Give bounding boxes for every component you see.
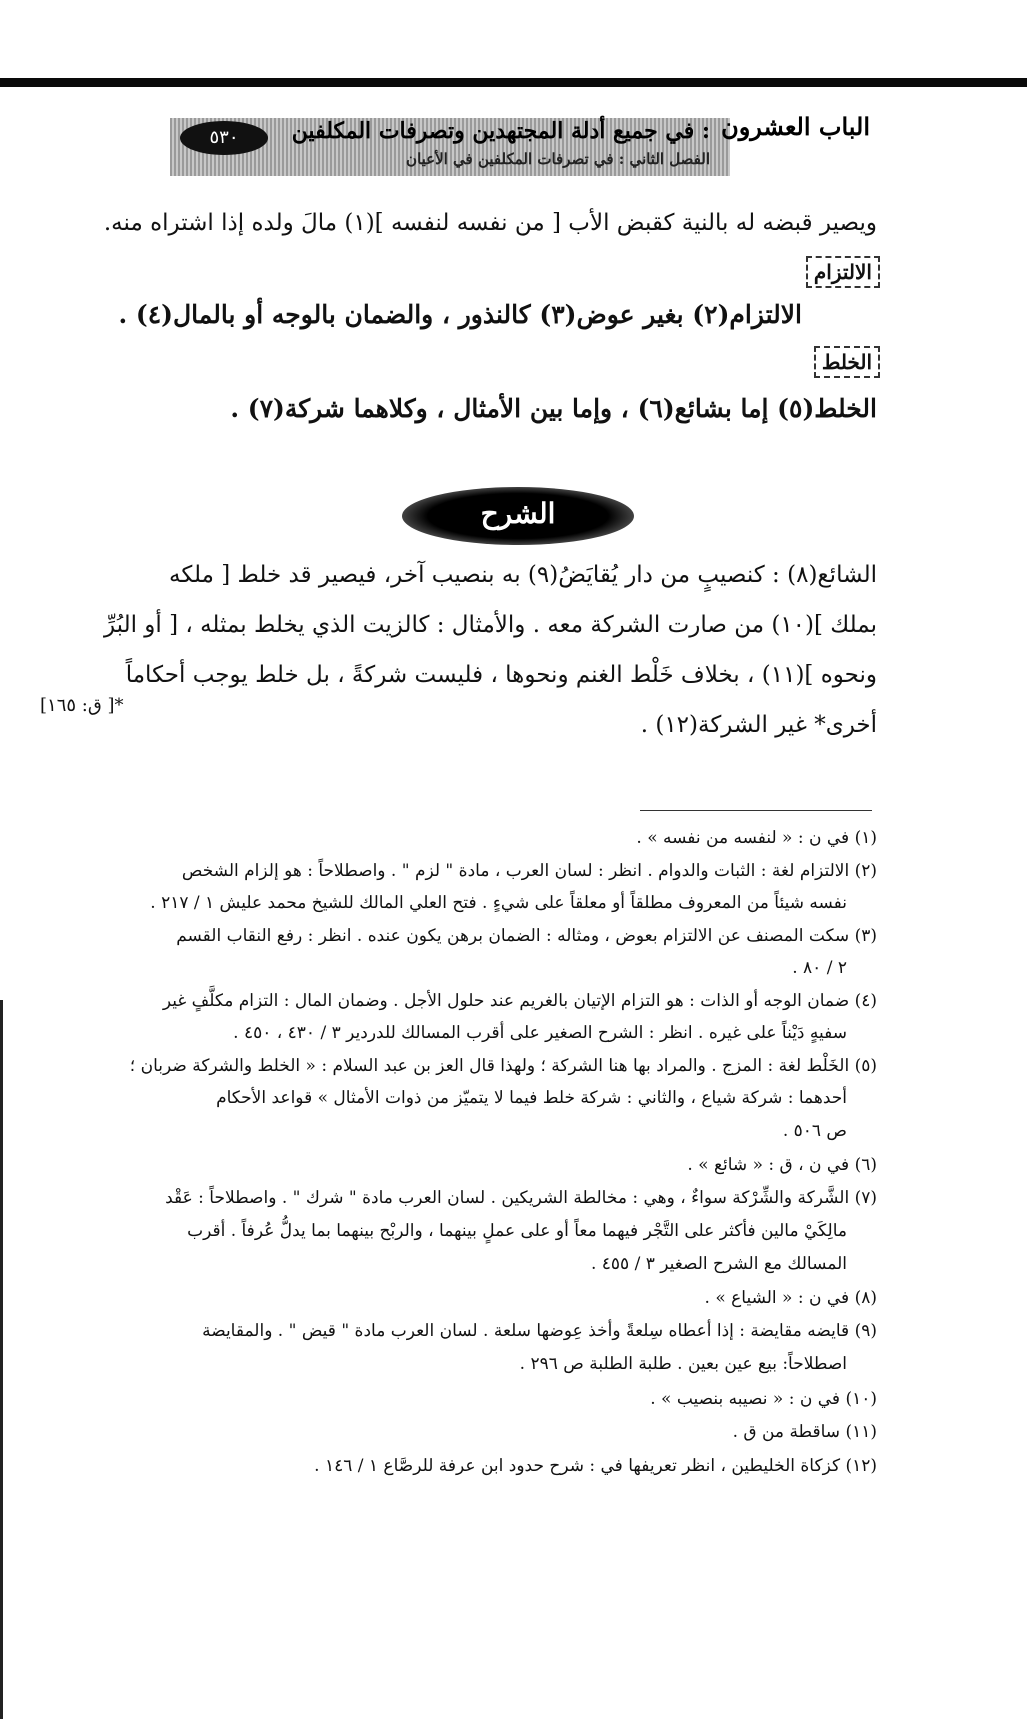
footnote-continuation: المسالك مع الشرح الصغير ٣ / ٤٥٥ .: [590, 1254, 847, 1274]
footnote-continuation: سفيهٍ دَيْناً على غيره . انظر : الشرح الصغير على أقرب المسالك للدردير ٣ / ٤٣٠ ، ٤٥٠ .: [233, 1023, 847, 1043]
footnote: (١١) ساقطة من ق .: [732, 1422, 877, 1442]
manuscript-folio-note: *[ ق: ١٦٥]: [40, 695, 124, 716]
footnote: (٩) قايضه مقايضة : إذا أعطاه سِلعةً وأخذ عِوضها سلعة . لسان العرب مادة " قيض " . والمقايضة: [202, 1321, 877, 1341]
left-page-edge: [0, 1000, 3, 1719]
footnote: (٤) ضمان الوجه أو الذات : هو التزام الإتيان بالغريم عند حلول الأجل . وضمان المال : التزام مكلَّفٍ غير: [162, 991, 877, 1011]
footnote: (٨) في ن : « الشياع » .: [704, 1288, 877, 1308]
commentary-line-1: الشائع(٨) : كنصيبٍ من دار يُقايَضُ(٩) به بنصيب آخر، فيصير قد خلط [ ملكه: [169, 562, 877, 588]
text-line-1: ويصير قبضه له بالنية كقبض الأب [ من نفسه لنفسه ](١) مالَ ولده إذا اشتراه منه.: [103, 210, 877, 236]
footnote: (٦) في ن ، ق : « شائع » .: [687, 1155, 877, 1175]
sharh-heading: الشرح: [402, 487, 634, 545]
footnote-continuation: نفسه شيئاً من المعروف مطلقاً أو معلقاً على شيءٍ . فتح العلي المالك للشيخ محمد عليش ١ / ٢١٧ .: [150, 893, 847, 913]
section-label-iltizam: الالتزام: [806, 256, 880, 288]
chapter-title: الباب العشرون: [721, 112, 870, 141]
footnote: (٧) الشَّركة والشِّرْكة سواءٌ ، وهي : مخالطة الشريكين . لسان العرب مادة " شرك " . واصطلاحاً : عَقْد: [165, 1188, 877, 1208]
commentary-line-4: أخرى* غير الشركة(١٢) .: [640, 712, 877, 738]
footnote-continuation: اصطلاحاً: بيع عين بعين . طلبة الطلبة ص ٢٩٦ .: [519, 1354, 847, 1374]
commentary-line-2: بملك ](١٠) من صارت الشركة معه . والأمثال : كالزيت الذي يخلط بمثله ، [ أو البُرِّ: [103, 612, 877, 638]
footnote: (٣) سكت المصنف عن الالتزام بعوض ، ومثاله : الضمان برهن يكون عنده . انظر : رفع النقاب القسم: [176, 926, 877, 946]
section-label-khalt: الخلط: [814, 346, 880, 378]
footnote: (٥) الخَلْط لغة : المزج . والمراد بها هنا الشركة ؛ ولهذا قال العز بن عبد السلام : « الخلط والشركة ضربان ؛: [129, 1056, 877, 1076]
running-header: [170, 112, 870, 176]
footnote-continuation: ٢ / ٨٠ .: [792, 958, 847, 978]
footnote-separator: [640, 810, 872, 811]
footnote-continuation: ص ٥٠٦ .: [782, 1121, 847, 1141]
top-rule: [0, 78, 1027, 87]
footnote: (١٠) في ن : « نصيبه بنصيب » .: [650, 1389, 877, 1409]
text-line-3: الخلط(٥) إما بشائع(٦) ، وإما بين الأمثال ، وكلاهما شركة(٧) .: [230, 394, 877, 423]
footnote: (١٢) كزكاة الخليطين ، انظر تعريفها في : شرح حدود ابن عرفة للرصَّاع ١ / ١٤٦ .: [314, 1456, 877, 1476]
text-line-2: الالتزام(٢) بغير عوض(٣) كالنذور ، والضمان بالوجه أو بالمال(٤) .: [118, 300, 802, 329]
footnote: (١) في ن : « لنفسه من نفسه » .: [636, 828, 877, 848]
page-number: ٥٣٠: [180, 121, 268, 155]
footnote-continuation: مالِكَيْ مالين فأكثر على التَّجْر فيهما معاً أو على عملٍ بينهما ، والربْح بينهما بما يدلُّ عُرفاً . أقرب: [187, 1221, 847, 1241]
commentary-line-3: ونحوه ](١١) ، بخلاف خَلْط الغنم ونحوها ، فليست شركةً ، بل خلط يوجب أحكاماً: [125, 662, 877, 688]
footnote-continuation: أحدهما : شركة شياع ، والثاني : شركة خلط فيما لا يتميّز من ذوات الأمثال » قواعد الأحكام: [216, 1088, 847, 1108]
section-subtitle: الفصل الثاني : في تصرفات المكلفين في الأعيان: [406, 150, 710, 168]
footnote: (٢) الالتزام لغة : الثبات والدوام . انظر : لسان العرب ، مادة " لزم " . واصطلاحاً : هو إلزام الشخص: [181, 861, 877, 881]
chapter-subject: : في جميع أدلة المجتهدين وتصرفات المكلفين: [291, 118, 710, 144]
